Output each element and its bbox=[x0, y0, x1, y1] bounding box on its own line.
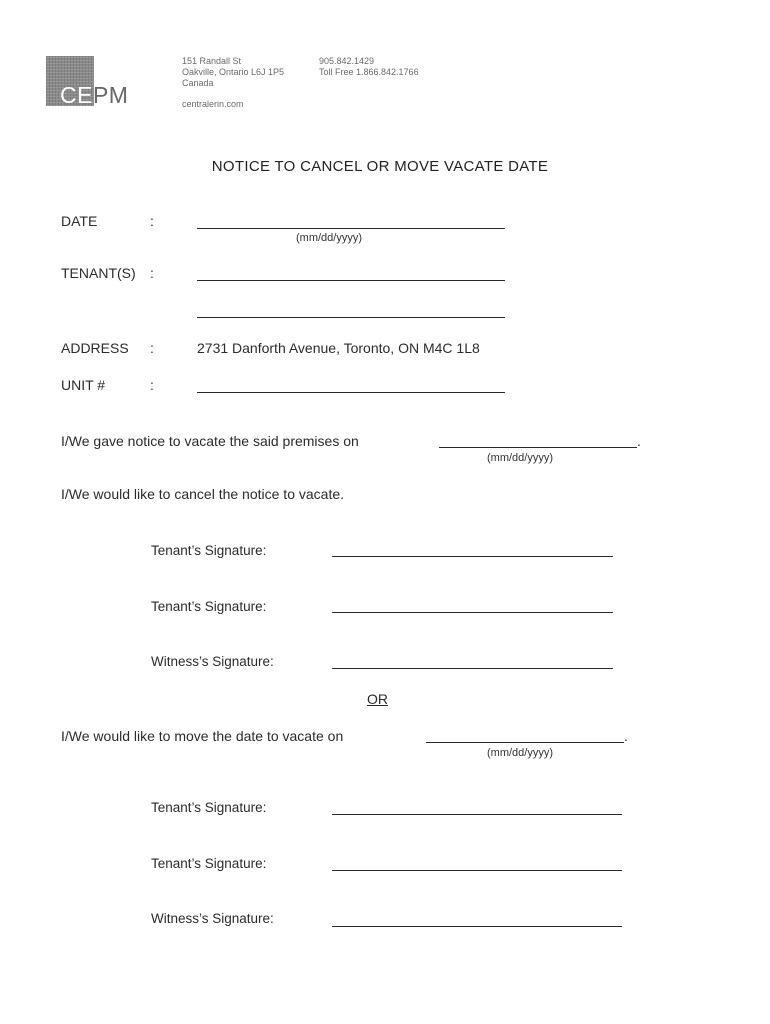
date-label: DATE bbox=[61, 213, 98, 229]
move-date-text: I/We would like to move the date to vacate on bbox=[61, 728, 344, 744]
move-tenant-signature-field-2[interactable] bbox=[332, 870, 622, 871]
address-line-2: Oakville, Ontario L6J 1P5 bbox=[182, 67, 285, 77]
gave-notice-text: I/We gave notice to vacate the said premises on bbox=[61, 433, 359, 449]
logo-text: CEPM bbox=[60, 82, 129, 108]
cancel-tenant-signature-label-2: Tenant’s Signature: bbox=[151, 599, 267, 614]
tenant-field-2[interactable] bbox=[197, 317, 505, 318]
or-separator: OR bbox=[367, 691, 388, 707]
address-value: 2731 Danforth Avenue, Toronto, ON M4C 1L8 bbox=[197, 340, 480, 356]
cancel-witness-signature-field[interactable] bbox=[332, 668, 613, 669]
cancel-tenant-signature-field-1[interactable] bbox=[332, 556, 613, 557]
address-line-3: Canada bbox=[182, 78, 214, 88]
move-tenant-signature-field-1[interactable] bbox=[332, 814, 622, 815]
move-period: . bbox=[624, 728, 628, 744]
move-tenant-signature-label-1: Tenant’s Signature: bbox=[151, 800, 267, 815]
unit-label: UNIT # bbox=[61, 377, 106, 393]
cancel-text: I/We would like to cancel the notice to vacate. bbox=[61, 486, 345, 502]
date-field[interactable] bbox=[197, 228, 505, 229]
unit-field[interactable] bbox=[197, 392, 505, 393]
tenants-label: TENANT(S) bbox=[61, 265, 136, 281]
tenant-field-1[interactable] bbox=[197, 280, 505, 281]
notice-date-field[interactable] bbox=[439, 447, 637, 448]
unit-colon: : bbox=[150, 377, 154, 393]
move-witness-signature-label: Witness’s Signature: bbox=[151, 911, 274, 926]
cancel-tenant-signature-field-2[interactable] bbox=[332, 612, 613, 613]
move-tenant-signature-label-2: Tenant’s Signature: bbox=[151, 856, 267, 871]
address-colon: : bbox=[150, 340, 154, 356]
move-date-field[interactable] bbox=[426, 742, 624, 743]
notice-date-hint: (mm/dd/yyyy) bbox=[487, 452, 553, 464]
date-colon: : bbox=[150, 213, 154, 229]
phone-number: 905.842.1429 bbox=[319, 56, 375, 66]
cancel-tenant-signature-label-1: Tenant’s Signature: bbox=[151, 543, 267, 558]
toll-free-number: Toll Free 1.866.842.1766 bbox=[319, 67, 419, 77]
website-link[interactable]: centralerin.com bbox=[182, 99, 244, 109]
page-title: NOTICE TO CANCEL OR MOVE VACATE DATE bbox=[211, 158, 549, 175]
cancel-witness-signature-label: Witness’s Signature: bbox=[151, 654, 274, 669]
notice-period: . bbox=[637, 433, 641, 449]
address-label: ADDRESS bbox=[61, 340, 129, 356]
date-format-hint: (mm/dd/yyyy) bbox=[296, 232, 362, 244]
tenants-colon: : bbox=[150, 265, 154, 281]
address-line-1: 151 Randall St bbox=[182, 56, 242, 66]
move-witness-signature-field[interactable] bbox=[332, 926, 622, 927]
move-date-hint: (mm/dd/yyyy) bbox=[487, 747, 553, 759]
